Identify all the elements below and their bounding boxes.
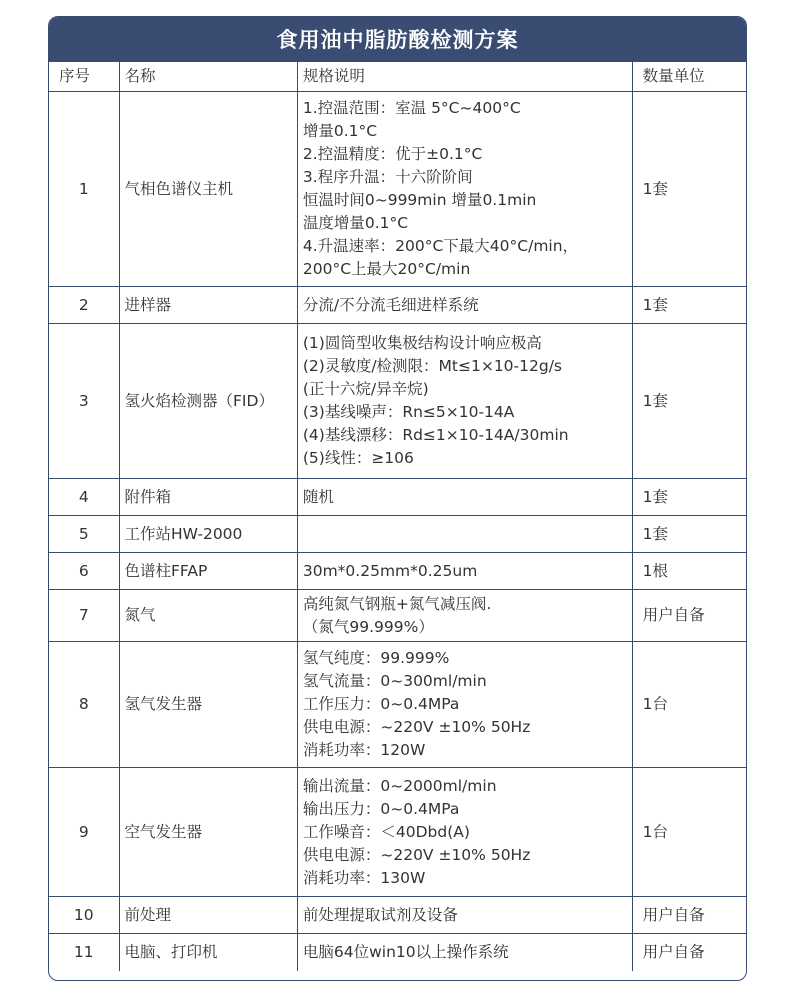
table-title: 食用油中脂肪酸检测方案 [49,17,746,61]
header-no: 序号 [49,62,119,92]
item-spec [297,897,632,934]
item-spec [297,768,632,897]
row-number: 11 [49,934,119,971]
item-spec [297,934,632,971]
item-unit: 1根 [632,553,746,590]
table-row [49,897,746,934]
spec-line: (1)圆筒型收集极结构设计响应极高 [302,334,542,352]
item-spec [297,324,632,479]
spec-line: 消耗功率：120W [302,741,426,759]
spec-line: 输出流量：0~2000ml/min [302,776,497,795]
table-row [49,287,746,324]
item-name: 色谱柱FFAP [119,553,297,590]
item-unit: 1套 [632,287,746,324]
item-name: 空气发生器 [119,768,297,897]
table-row [49,479,746,516]
item-spec [297,642,632,768]
item-spec [297,287,632,324]
spec-line: 氢气纯度：99.999% [302,649,450,667]
spec-line: 1.控温范围：室温 5°C~400°C [302,99,521,117]
spec-line: (5)线性：≥106 [302,449,414,467]
table-body [49,92,746,971]
spec-line: 分流/不分流毛细进样系统 [302,295,479,314]
spec-line: 工作压力：0~0.4MPa [302,695,460,713]
table-row [49,516,746,553]
spec-line: 恒温时间0~999min 增量0.1min [302,191,537,209]
spec-line: 随机 [302,487,334,506]
item-unit: 1套 [632,516,746,553]
item-spec [297,92,632,287]
spec-line: 前处理提取试剂及设备 [302,905,458,924]
spec-line: 2.控温精度：优于±0.1°C [302,145,483,163]
spec-line: (2)灵敏度/检测限：Mt≤1×10-12g/s [302,357,563,375]
table-row [49,768,746,897]
row-number: 10 [49,897,119,934]
item-unit: 1套 [632,92,746,287]
spec-table [49,61,746,971]
row-number: 2 [49,287,119,324]
header-unit: 数量单位 [632,62,746,92]
spec-line: 消耗功率：130W [302,868,426,887]
row-number: 4 [49,479,119,516]
item-name: 前处理 [119,897,297,934]
spec-line: 输出压力：0~0.4MPa [302,799,460,818]
item-spec [297,516,632,553]
table-row [49,590,746,642]
row-number: 8 [49,642,119,768]
scheme-card [48,16,747,981]
table-row [49,934,746,971]
header-spec: 规格说明 [297,62,632,92]
row-number: 3 [49,324,119,479]
item-unit: 1台 [632,768,746,897]
spec-line: 4.升温速率：200°C下最大40°C/min， [302,237,579,255]
spec-line: (4)基线漂移：Rd≤1×10-14A/30min [302,426,569,444]
spec-line: 供电电源：~220V ±10% 50Hz [302,718,531,736]
header-row [49,62,746,92]
table-row [49,324,746,479]
item-name: 氮气 [119,590,297,642]
spec-line: 3.程序升温：十六阶阶间 [302,168,473,186]
spec-line: 温度增量0.1°C [302,214,409,232]
item-unit: 用户自备 [632,590,746,642]
item-spec [297,479,632,516]
item-unit: 1套 [632,324,746,479]
spec-line: 增量0.1°C [302,122,378,140]
spec-line: (正十六烷/异辛烷) [302,380,429,398]
spec-line: 30m*0.25mm*0.25um [302,561,478,580]
spec-line: 200°C上最大20°C/min [302,260,471,278]
item-name: 附件箱 [119,479,297,516]
row-number: 1 [49,92,119,287]
item-name: 气相色谱仪主机 [119,92,297,287]
spec-line: （氮气99.999%） [302,617,434,636]
item-name: 氢气发生器 [119,642,297,768]
item-spec [297,590,632,642]
item-unit: 1台 [632,642,746,768]
row-number: 5 [49,516,119,553]
table-row [49,553,746,590]
spec-line: 高纯氮气钢瓶+氮气减压阀. [302,594,492,613]
spec-line: 氢气流量：0~300ml/min [302,672,487,690]
row-number: 6 [49,553,119,590]
table-row [49,92,746,287]
item-name: 电脑、打印机 [119,934,297,971]
spec-line: 电脑64位win10以上操作系统 [302,942,509,961]
spec-line: 工作噪音：＜40Dbd(A) [302,822,470,841]
item-name: 工作站HW-2000 [119,516,297,553]
item-name: 氢火焰检测器（FID） [119,324,297,479]
item-spec [297,553,632,590]
item-name: 进样器 [119,287,297,324]
item-unit: 1套 [632,479,746,516]
spec-line: 供电电源：~220V ±10% 50Hz [302,845,531,864]
table-row [49,642,746,768]
item-unit: 用户自备 [632,934,746,971]
spec-line: (3)基线噪声：Rn≤5×10-14A [302,403,515,421]
header-name: 名称 [119,62,297,92]
row-number: 7 [49,590,119,642]
item-unit: 用户自备 [632,897,746,934]
row-number: 9 [49,768,119,897]
